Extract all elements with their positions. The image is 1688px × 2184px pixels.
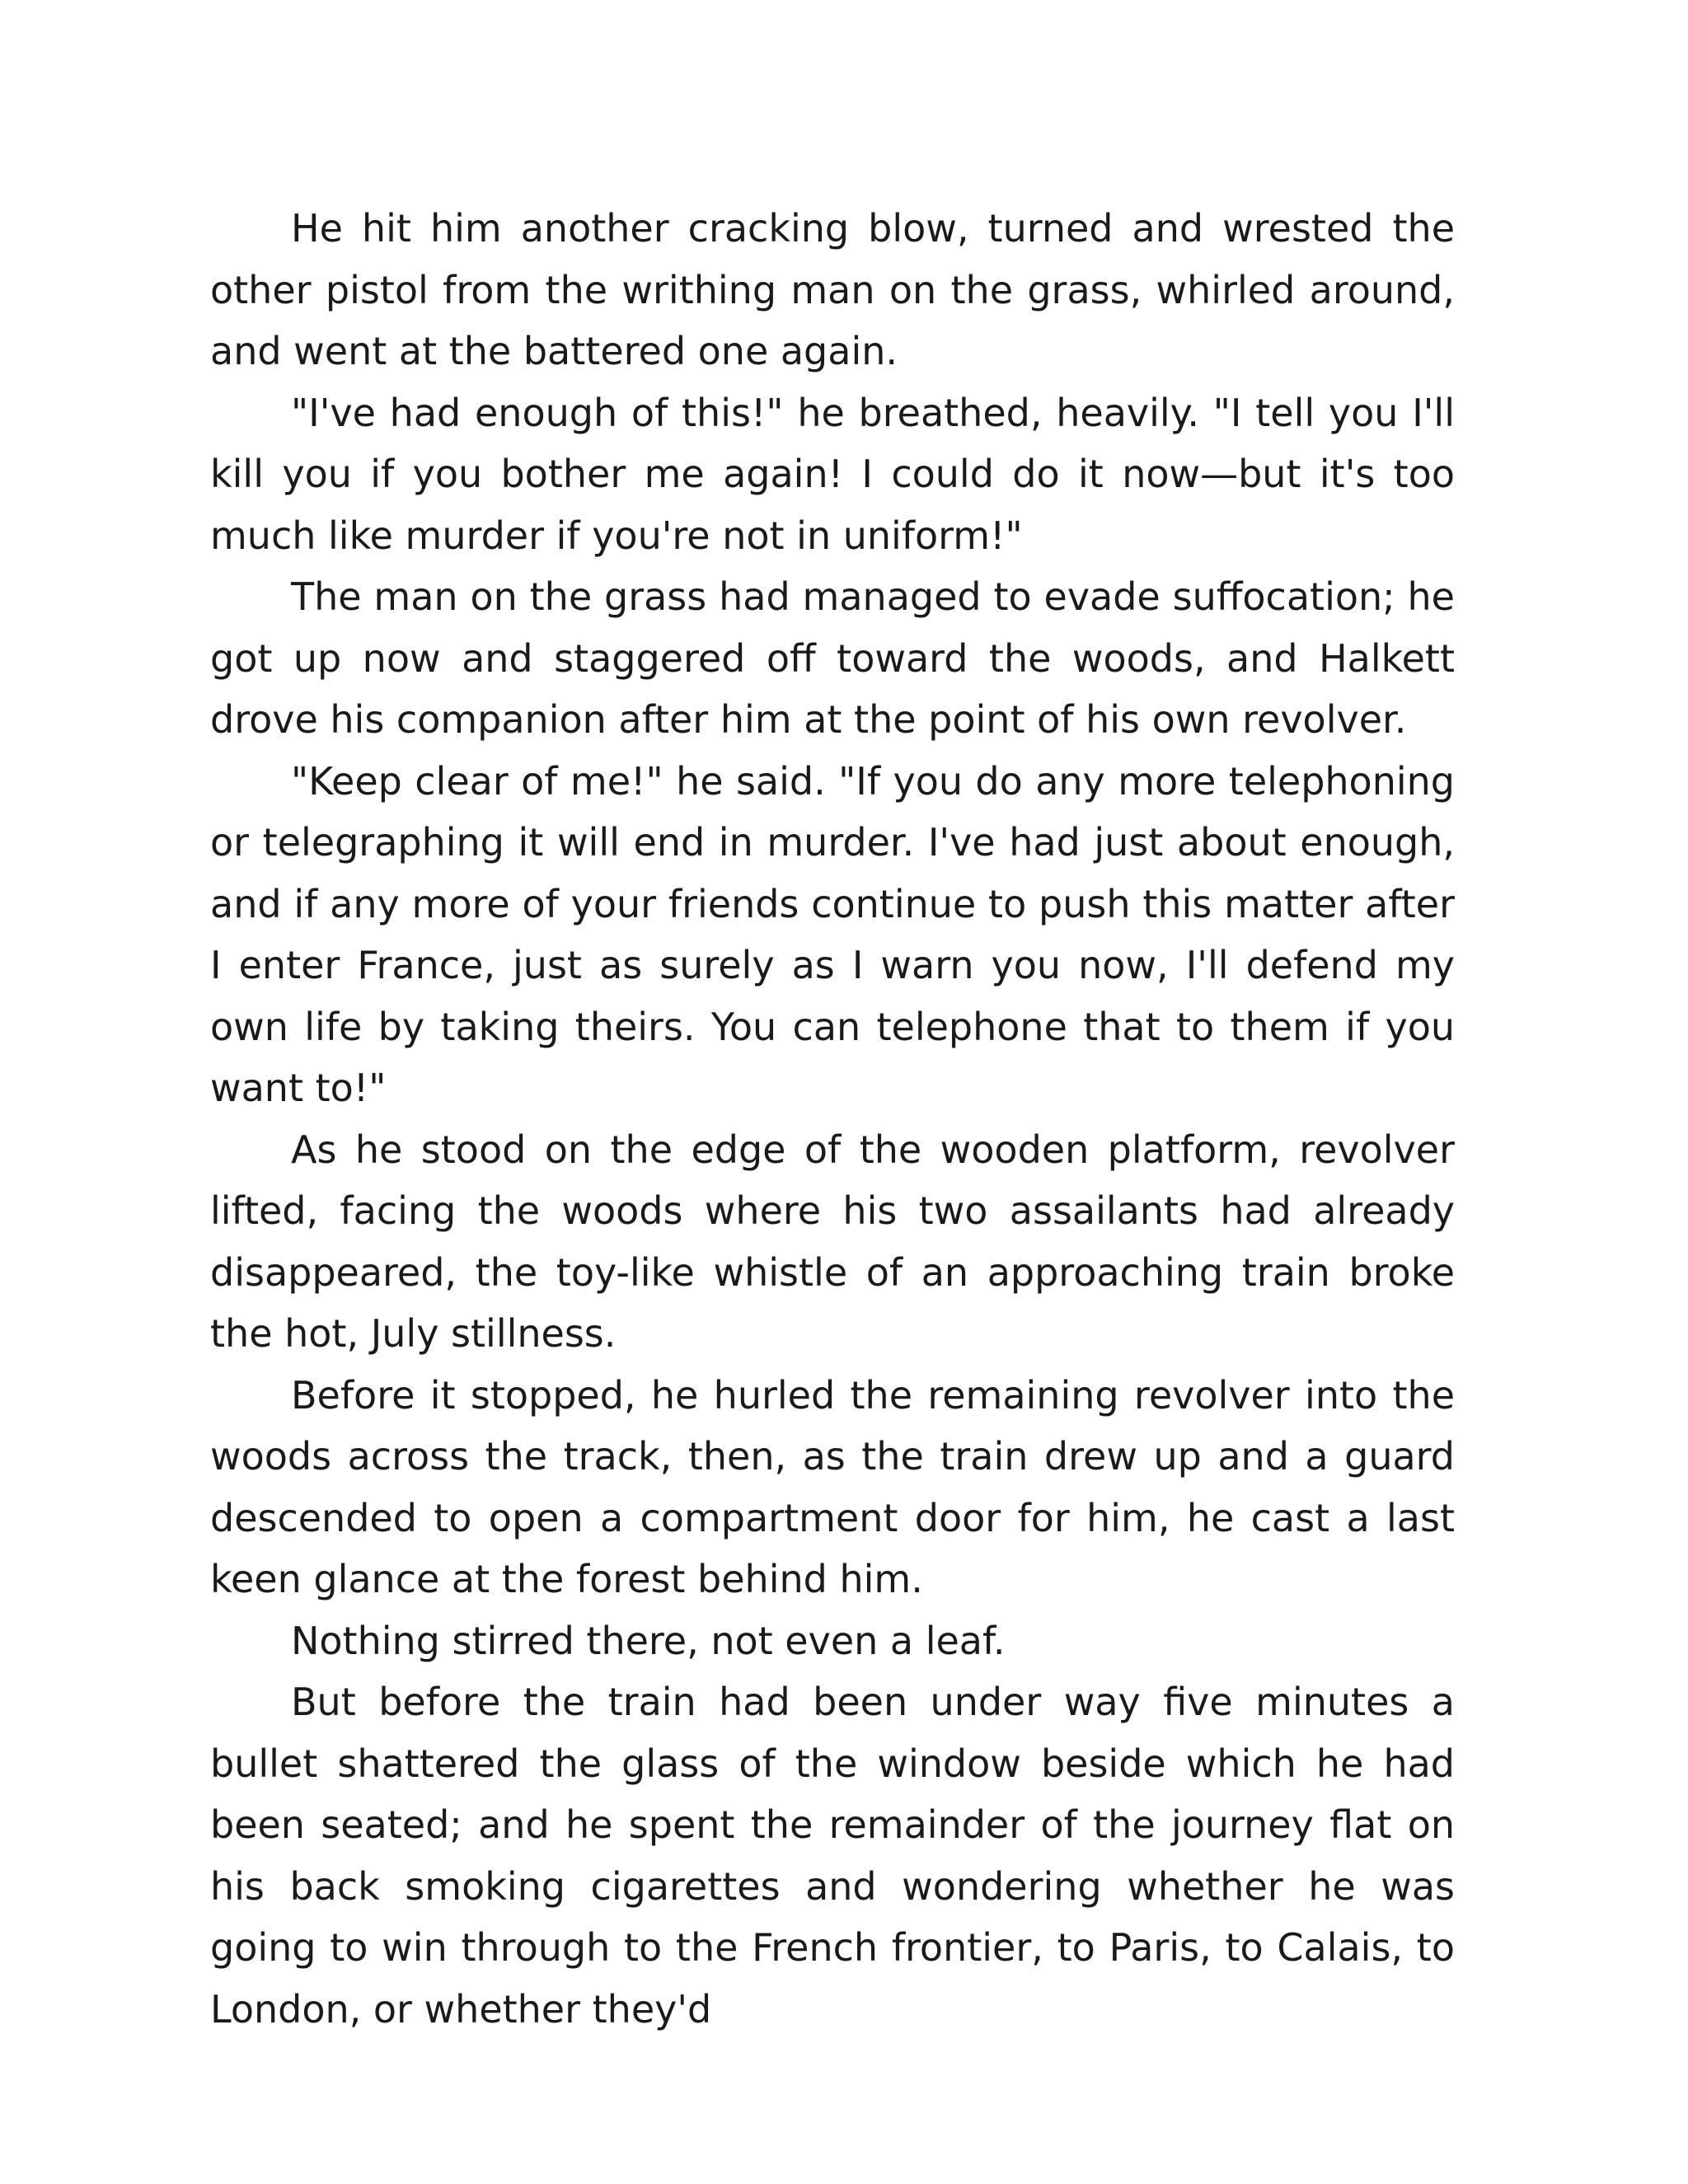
paragraph-6: Before it stopped, he hurled the remaining revolver into the woods across the track, then, as the train drew up and a guard descended to open a compartment door for him, he cast a last keen glance at the forest behind him. bbox=[210, 1372, 1455, 1601]
paragraph-1: He hit him another cracking blow, turned and wrested the other pistol from the writhing man on the grass, whirled around, and went at the battered one again. bbox=[210, 206, 1455, 373]
paragraph-3: The man on the grass had managed to evade suffocation; he got up now and staggered off toward the woods, and Halkett drove his companion after him at the point of his own revolver. bbox=[210, 574, 1455, 742]
paragraph-8: But before the train had been under way five minutes a bullet shattered the glass of the window beside which he had been seated; and he spent the remainder of the journey flat on his back smoking cigarettes and wondering whether he was going to win through to the French frontier, to Paris, to Calais, to London, or whether they'd bbox=[210, 1680, 1455, 2032]
body-text bbox=[210, 198, 1455, 2040]
paragraph-4: "Keep clear of me!" he said. "If you do any more telephoning or telegraphing it will end in murder. I've had just about enough, and if any more of your friends continue to push this matter after I enter France, just as surely as I warn you now, I'll defend my own life by taking theirs. You can telephone that to them if you want to!" bbox=[210, 758, 1455, 1110]
paragraph-2: "I've had enough of this!" he breathed, heavily. "I tell you I'll kill you if you bother me again! I could do it now—but it's too much like murder if you're not in uniform!" bbox=[210, 390, 1455, 558]
paragraph-7: Nothing stirred there, not even a leaf. bbox=[291, 1618, 1006, 1663]
paragraph-5: As he stood on the edge of the wooden platform, revolver lifted, facing the woods where his two assailants had already disappeared, the toy-like whistle of an approaching train broke the hot, July stillness. bbox=[210, 1127, 1455, 1356]
